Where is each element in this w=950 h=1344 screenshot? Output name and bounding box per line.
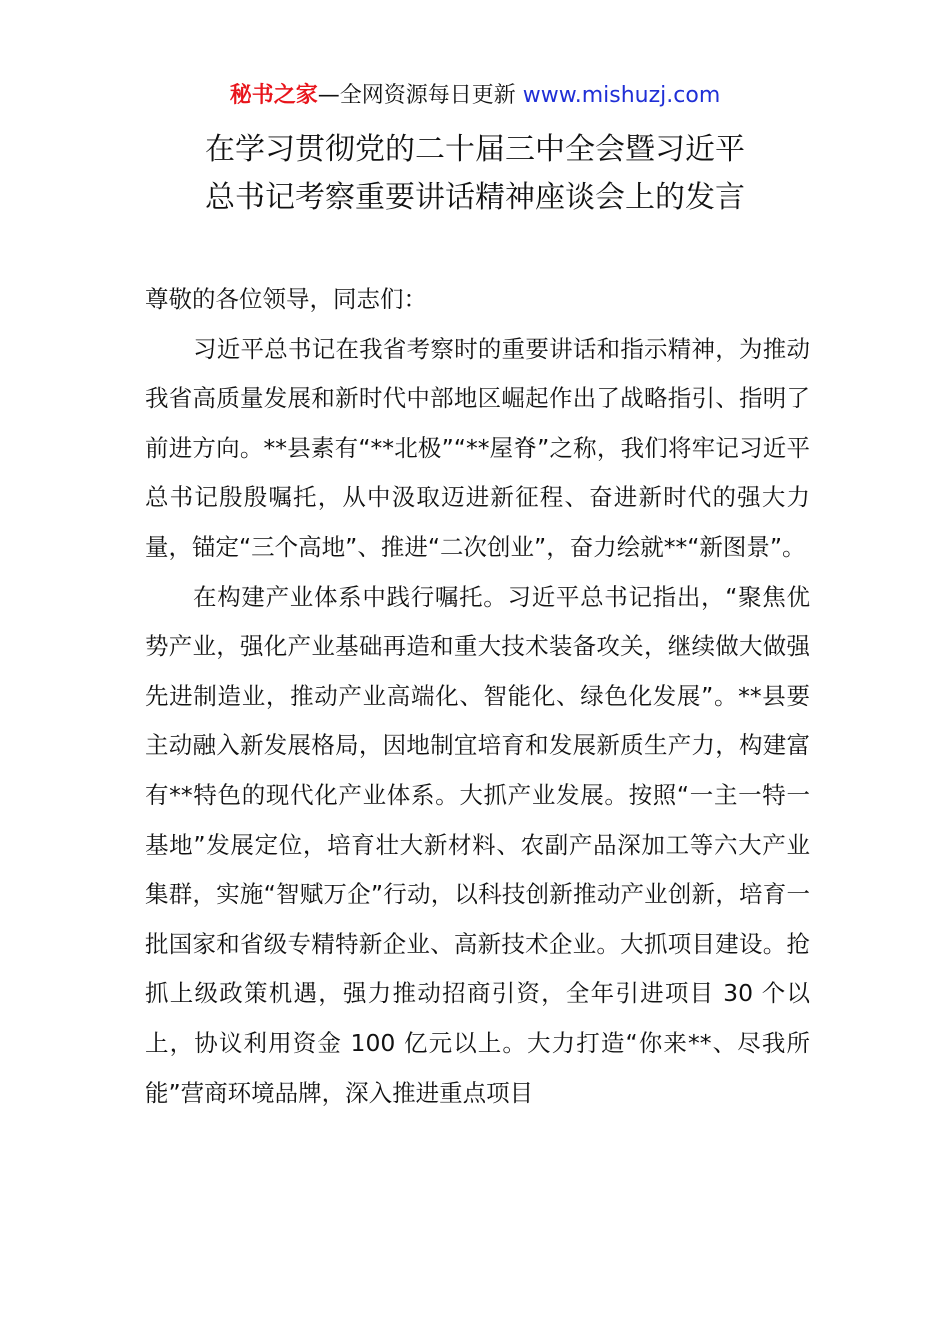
site-brand: 秘书之家	[229, 83, 318, 108]
document-body	[145, 275, 810, 1118]
paragraph-1: 习近平总书记在我省考察时的重要讲话和指示精神，为推动我省高质量发展和新时代中部地区崛起作出了战略指引、指明了前进方向。**县素有“**北极”“**屋脊”之称，我们将牢记习近平总书记殷殷嘱托，从中汲取迈进新征程、奋进新时代的强大力量，锚定“三个高地”、推进“二次创业”，奋力绘就**“新图景”。	[145, 334, 810, 561]
site-header	[0, 80, 950, 112]
title-line-2: 总书记考察重要讲话精神座谈会上的发言	[205, 180, 745, 215]
document-title	[0, 126, 950, 222]
header-tagline: —全网资源每日更新	[317, 83, 523, 108]
title-line-1: 在学习贯彻党的二十届三中全会暨习近平	[205, 132, 745, 167]
site-url-link[interactable]: www.mishuzj.com	[522, 83, 721, 108]
greeting: 尊敬的各位领导，同志们：	[145, 285, 427, 313]
paragraph-2: 在构建产业体系中践行嘱托。习近平总书记指出，“聚焦优势产业，强化产业基础再造和重大技术装备攻关，继续做大做强先进制造业，推动产业高端化、智能化、绿色化发展”。**县要主动融入新发展格局，因地制宜培育和发展新质生产力，构建富有**特色的现代化产业体系。大抓产业发展。按照“一主一特一基地”发展定位，培育壮大新材料、农副产品深加工等六大产业集群，实施“智赋万企”行动，以科技创新推动产业创新，培育一批国家和省级专精特新企业、高新技术企业。大抓项目建设。抢抓上级政策机遇，强力推动招商引资，全年引进项目 30 个以上，协议利用资金 100 亿元以上。大力打造“你来**、尽我所能”营商环境品牌，深入推进重点项目	[145, 582, 810, 1107]
